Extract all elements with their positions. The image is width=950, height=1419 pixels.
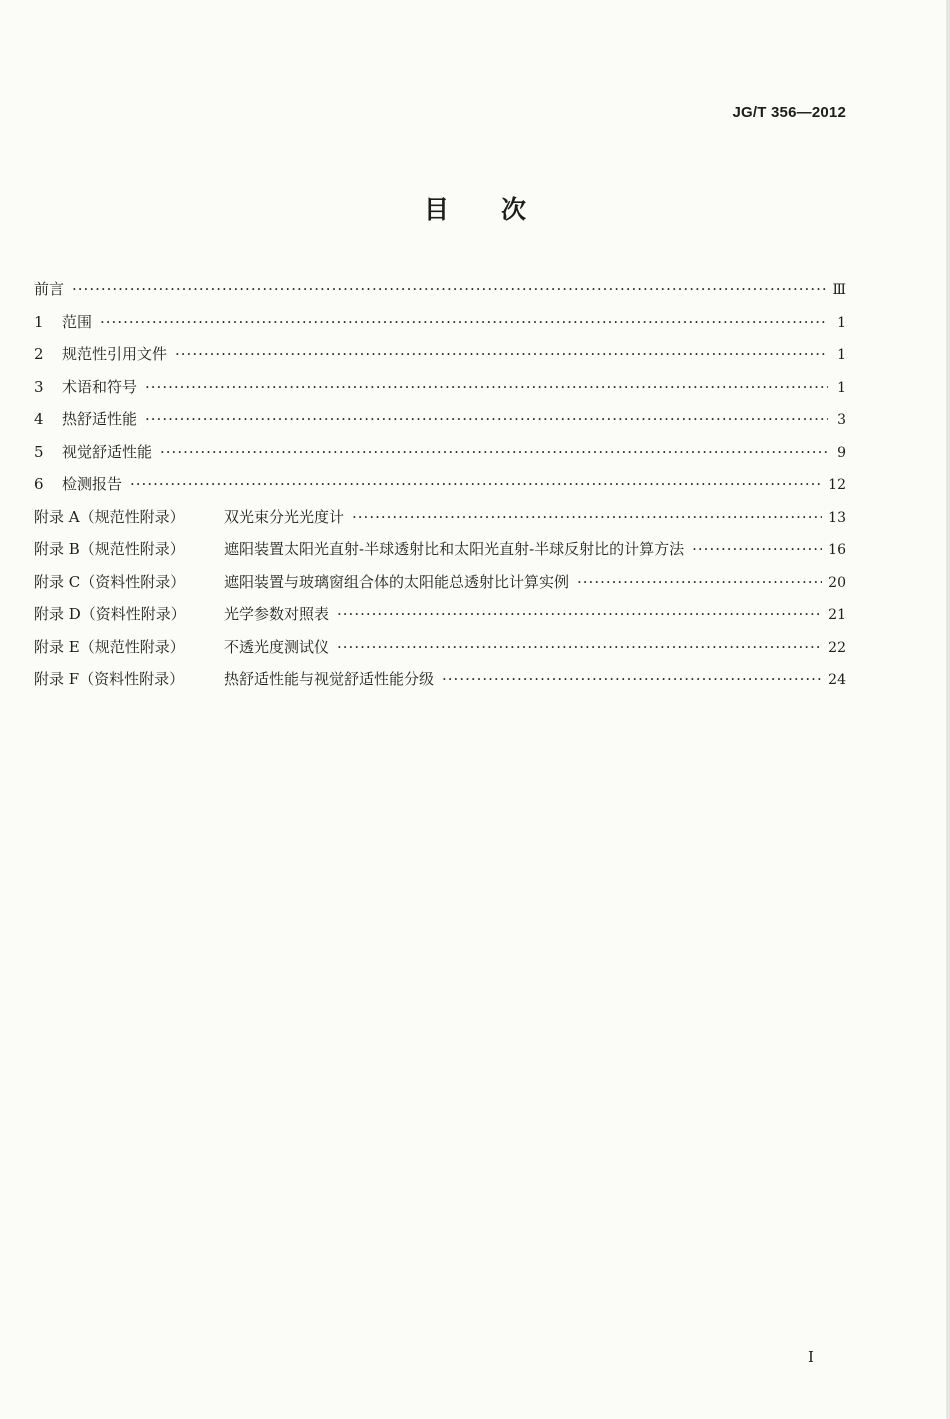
- toc-entry-label: 热舒适性能: [62, 410, 138, 428]
- toc-entry-number: 2: [34, 345, 44, 363]
- toc-entry-number: 3: [34, 377, 44, 396]
- toc-entry-page: 12: [828, 477, 846, 493]
- toc-entry-label: 范围: [62, 312, 93, 331]
- toc-annex-tag: 附录 A（规范性附录）: [34, 507, 185, 526]
- toc-entry-page: 22: [828, 639, 846, 656]
- toc-entry-page: 13: [828, 509, 846, 526]
- dot-leader: [577, 573, 822, 591]
- toc-entry-label: 热舒适性能与视觉舒适性能分级: [224, 670, 435, 688]
- toc-entry-number: 6: [34, 475, 44, 493]
- dot-leader: [100, 313, 828, 331]
- toc-entry-1[interactable]: [34, 311, 846, 344]
- dot-leader: [72, 280, 826, 298]
- toc-entry-label: 光学参数对照表: [224, 605, 330, 623]
- toc-entry-2[interactable]: [34, 343, 846, 376]
- toc-annex-tag: 附录 D（资料性附录）: [34, 605, 186, 623]
- toc-entry-annex-f[interactable]: [34, 668, 846, 701]
- toc-entry-label: 遮阳装置太阳光直射-半球透射比和太阳光直射-半球反射比的计算方法: [224, 540, 685, 558]
- standard-number: JG/T 356—2012: [732, 104, 846, 121]
- toc-entry-page: 1: [837, 314, 846, 331]
- toc-annex-tag: 附录 B（规范性附录）: [34, 540, 185, 558]
- toc-entry-number: 5: [34, 442, 44, 461]
- toc-entry-page: 9: [837, 444, 846, 461]
- dot-leader: [175, 345, 828, 363]
- dot-leader: [442, 670, 822, 688]
- toc-entry-label: 规范性引用文件: [62, 345, 168, 363]
- page-number: I: [808, 1348, 814, 1366]
- dot-leader: [145, 410, 828, 428]
- toc-entry-annex-d[interactable]: [34, 603, 846, 636]
- toc-entry-label: 检测报告: [62, 475, 123, 493]
- toc-entry-annex-e[interactable]: [34, 636, 846, 669]
- toc-entry-annex-b[interactable]: [34, 538, 846, 571]
- dot-leader: [160, 443, 828, 461]
- toc-entry-4[interactable]: [34, 408, 846, 441]
- toc-entry-page: 1: [837, 379, 846, 396]
- toc-entry-3[interactable]: [34, 376, 846, 409]
- dot-leader: [337, 605, 822, 623]
- toc-entry-page: 1: [837, 347, 846, 363]
- toc-entry-annex-c[interactable]: [34, 571, 846, 604]
- toc-entry-page: Ⅲ: [832, 282, 846, 298]
- dot-leader: [692, 540, 822, 558]
- table-of-contents: [34, 278, 846, 701]
- toc-entry-page: 20: [828, 574, 846, 591]
- scan-edge-shadow: [946, 0, 950, 1419]
- toc-entry-label: 视觉舒适性能: [62, 442, 153, 461]
- toc-entry-label: 前言: [34, 280, 65, 298]
- toc-entry-label: 不透光度测试仪: [224, 637, 330, 656]
- dot-leader: [145, 378, 828, 396]
- toc-entry-foreword[interactable]: [34, 278, 846, 311]
- toc-entry-5[interactable]: [34, 441, 846, 474]
- toc-entry-page: 3: [837, 412, 846, 428]
- toc-annex-tag: 附录 C（资料性附录）: [34, 572, 186, 591]
- dot-leader: [130, 475, 822, 493]
- dot-leader: [337, 638, 822, 656]
- toc-entry-page: 16: [828, 542, 846, 558]
- toc-entry-label: 遮阳装置与玻璃窗组合体的太阳能总透射比计算实例: [224, 572, 570, 591]
- toc-entry-number: 4: [34, 410, 44, 428]
- toc-entry-annex-a[interactable]: [34, 506, 846, 539]
- toc-entry-number: 1: [34, 312, 44, 331]
- toc-annex-tag: 附录 F（资料性附录）: [34, 670, 185, 688]
- dot-leader: [352, 508, 822, 526]
- toc-entry-6[interactable]: [34, 473, 846, 506]
- page-title: 目次: [423, 195, 578, 224]
- toc-entry-label: 双光束分光光度计: [224, 507, 345, 526]
- toc-entry-page: 21: [828, 607, 846, 623]
- toc-annex-tag: 附录 E（规范性附录）: [34, 637, 185, 656]
- toc-entry-label: 术语和符号: [62, 377, 138, 396]
- toc-entry-page: 24: [828, 672, 846, 688]
